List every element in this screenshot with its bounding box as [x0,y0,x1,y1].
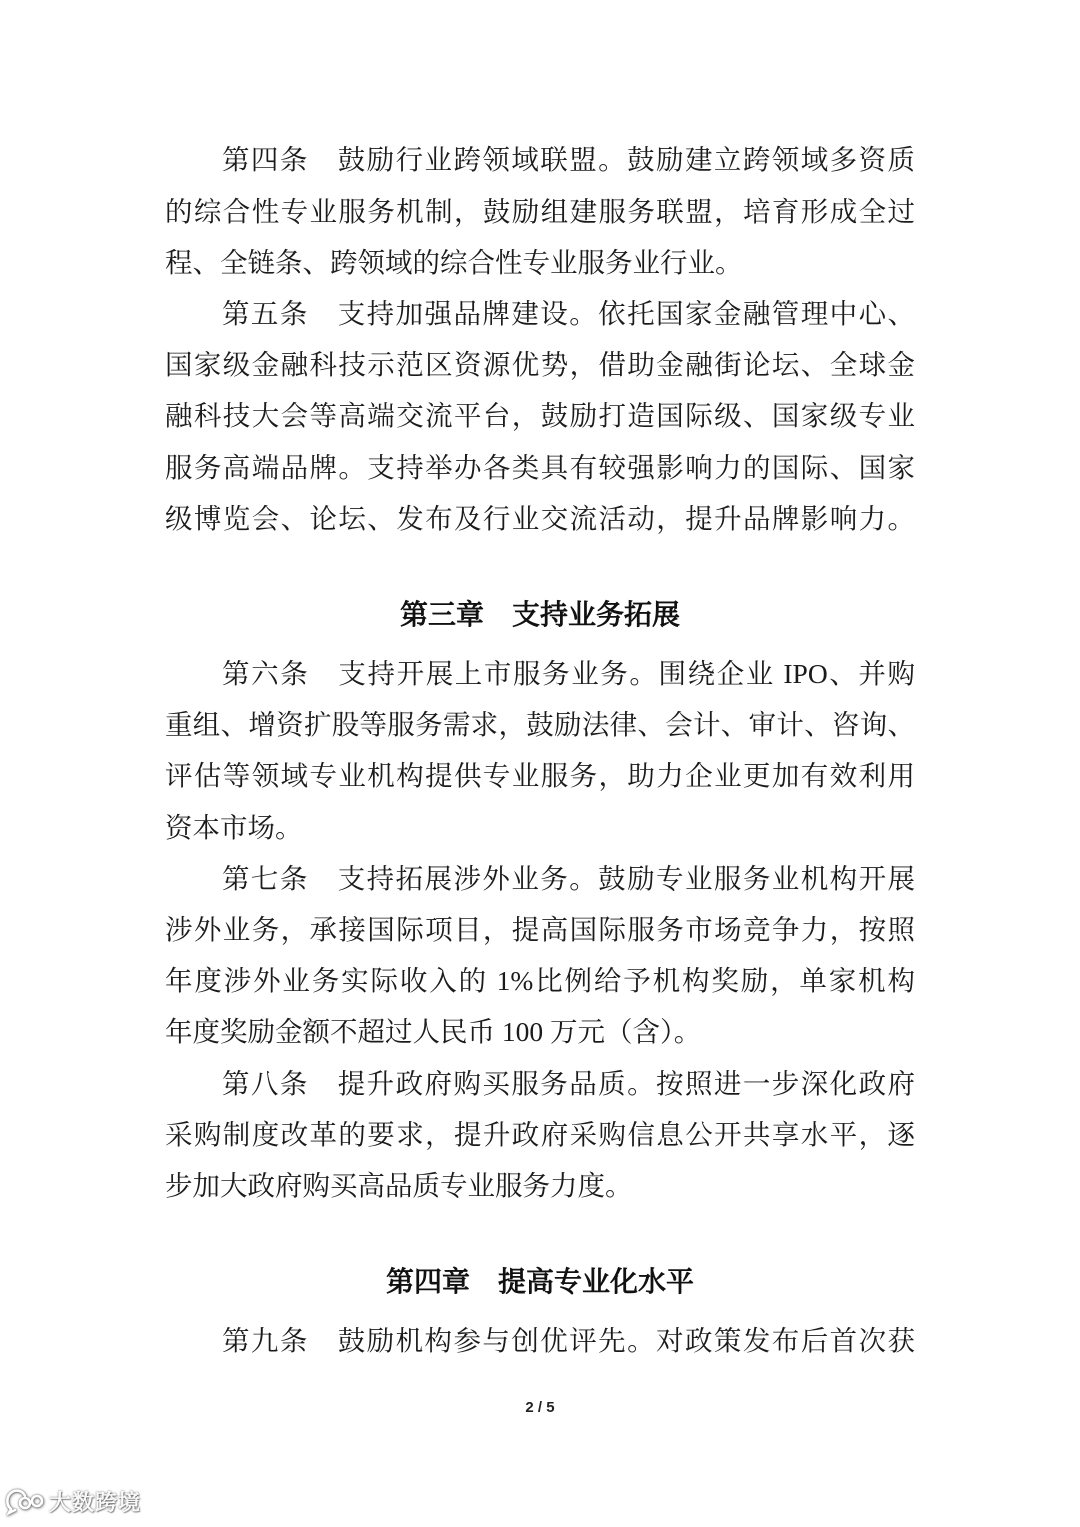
article-6 [165,648,915,853]
article-9-line-1: 第九条 鼓励机构参与创优评先。对政策发布后首次获 [222,1325,915,1357]
article-4-line-3: 程、全链条、跨领域的综合性专业服务业行业。 [165,246,743,278]
document-body [165,134,915,1366]
article-6-line-3: 评估等领域专业机构提供专业服务，助力企业更加有效利用 [165,760,915,792]
article-8-line-3: 步加大政府购买高品质专业服务力度。 [165,1169,633,1201]
article-7-line-1: 第七条 支持拓展涉外业务。鼓励专业服务业机构开展 [222,862,915,894]
watermark [4,1484,141,1518]
article-7-line-2: 涉外业务，承接国际项目，提高国际服务市场竞争力，按照 [165,914,915,946]
article-5-line-3: 融科技大会等高端交流平台，鼓励打造国际级、国家级专业 [165,400,915,432]
article-4-line-1: 第四条 鼓励行业跨领域联盟。鼓励建立跨领域多资质 [222,144,915,176]
article-7-line-4: 年度奖励金额不超过人民币 100 万元（含）。 [165,1016,702,1048]
article-4-line-2: 的综合性专业服务机制，鼓励组建服务联盟，培育形成全过 [165,195,915,227]
article-5 [165,288,915,544]
article-5-line-2: 国家级金融科技示范区资源优势，借助金融街论坛、全球金 [165,349,915,381]
article-9 [165,1315,915,1366]
chapter-4-heading: 第四章 提高专业化水平 [385,1265,694,1299]
article-5-line-1: 第五条 支持加强品牌建设。依托国家金融管理中心、 [222,297,915,329]
chapter-3-heading: 第三章 支持业务拓展 [399,597,680,631]
watermark-text: 大数跨境 [49,1490,142,1516]
article-7-line-3: 年度涉外业务实际收入的 1%比例给予机构奖励，单家机构 [165,965,915,997]
article-8-line-1: 第八条 提升政府购买服务品质。按照进一步深化政府 [222,1067,915,1099]
article-5-line-5: 级博览会、论坛、发布及行业交流活动，提升品牌影响力。 [165,502,915,534]
page-number: 2 / 5 [525,1399,555,1416]
article-4 [165,134,915,288]
article-6-line-4: 资本市场。 [165,811,303,843]
article-6-line-1: 第六条 支持开展上市服务业务。围绕企业 IPO、并购 [222,658,915,690]
article-5-line-4: 服务高端品牌。支持举办各类具有较强影响力的国际、国家 [165,451,915,483]
article-8 [165,1058,915,1212]
article-7 [165,853,915,1058]
article-6-line-2: 重组、增资扩股等服务需求，鼓励法律、会计、审计、咨询、 [165,709,915,741]
watermark-logo-icon [4,1486,46,1516]
article-8-line-2: 采购制度改革的要求，提升政府采购信息公开共享水平，逐 [165,1118,915,1150]
